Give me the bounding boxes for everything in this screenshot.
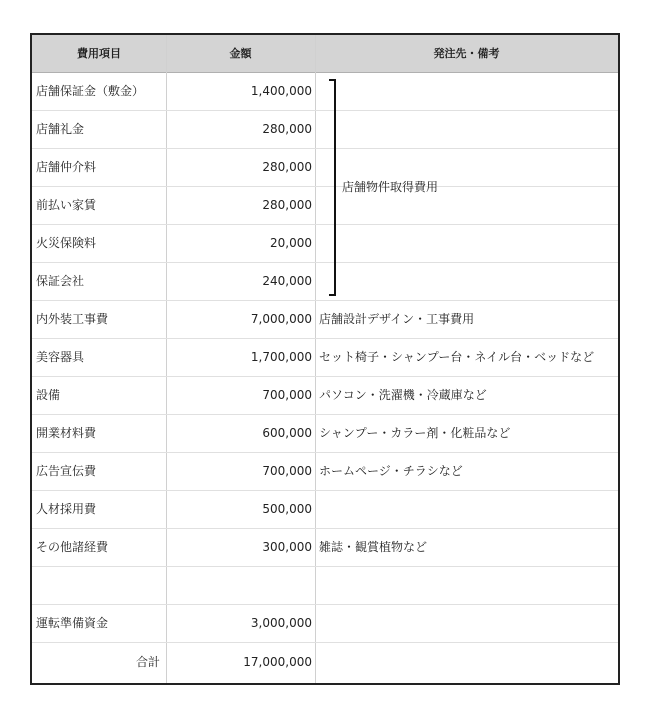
table-row (32, 338, 618, 377)
table-row (32, 414, 618, 453)
item-cell: 広告宣伝費 (36, 464, 97, 478)
amount-cell: 7,000,000 (250, 312, 312, 326)
header-note: 発注先・備考 (433, 47, 500, 60)
note-cell: 店舗設計デザイン・工事費用 (319, 312, 475, 326)
amount-cell: 3,000,000 (250, 616, 312, 630)
table-row (32, 490, 618, 529)
amount-cell: 500,000 (262, 502, 312, 516)
note-cell (319, 224, 615, 262)
table-header (32, 35, 618, 73)
item-cell: その他諸経費 (36, 540, 109, 554)
note-cell (319, 604, 615, 642)
note-cell (319, 110, 615, 148)
amount-cell: 700,000 (262, 464, 312, 478)
table-row (32, 452, 618, 491)
amount-cell: 20,000 (270, 236, 312, 250)
item-cell: 内外装工事費 (36, 312, 109, 326)
note-cell: シャンプー・カラー剤・化粧品など (319, 426, 511, 440)
note-cell: セット椅子・シャンプー台・ネイル台・ベッドなど (319, 350, 595, 364)
item-cell: 店舗仲介料 (36, 160, 97, 174)
item-cell: 運転準備資金 (36, 616, 109, 630)
item-cell (36, 566, 164, 604)
note-cell (319, 262, 615, 300)
item-cell: 店舗礼金 (36, 122, 85, 136)
amount-cell: 300,000 (262, 540, 312, 554)
item-cell: 保証会社 (36, 274, 85, 288)
amount-cell: 1,700,000 (250, 350, 312, 364)
note-cell (319, 72, 615, 110)
table-row (32, 300, 618, 339)
header-amount: 金額 (229, 47, 252, 60)
note-cell: ホームページ・チラシなど (319, 464, 463, 478)
table-row (32, 604, 618, 643)
table-row (32, 566, 618, 605)
table-row (32, 376, 618, 415)
total-label: 合計 (135, 655, 160, 669)
amount-cell: 1,400,000 (250, 84, 312, 98)
item-cell: 美容器具 (36, 350, 85, 364)
total-amount: 17,000,000 (243, 655, 312, 669)
item-cell: 人材採用費 (36, 502, 97, 516)
amount-cell: 240,000 (262, 274, 312, 288)
group-bracket (329, 79, 336, 296)
note-cell: パソコン・洗濯機・冷蔵庫など (319, 388, 487, 402)
item-cell: 設備 (36, 388, 61, 402)
item-cell: 火災保険料 (36, 236, 97, 250)
table-row (32, 262, 618, 301)
table-row (32, 186, 618, 225)
note-cell (319, 490, 615, 528)
group-label: 店舗物件取得費用 (342, 180, 439, 194)
amount-cell: 700,000 (262, 388, 312, 402)
amount-cell: 280,000 (262, 198, 312, 212)
note-cell (319, 566, 615, 604)
item-cell: 前払い家賃 (36, 198, 97, 212)
item-cell: 店舗保証金（敷金） (36, 84, 145, 98)
total-row (32, 642, 618, 683)
table-row (32, 148, 618, 187)
table-row (32, 528, 618, 567)
table-row (32, 110, 618, 149)
table-row (32, 72, 618, 111)
note-cell: 雑誌・観賞植物など (319, 540, 428, 554)
expense-table (30, 33, 620, 685)
amount-cell: 280,000 (262, 160, 312, 174)
amount-cell: 280,000 (262, 122, 312, 136)
header-item: 費用項目 (77, 47, 121, 60)
amount-cell: 600,000 (262, 426, 312, 440)
amount-cell (166, 566, 312, 604)
total-note (319, 642, 615, 683)
table-row (32, 224, 618, 263)
item-cell: 開業材料費 (36, 426, 97, 440)
